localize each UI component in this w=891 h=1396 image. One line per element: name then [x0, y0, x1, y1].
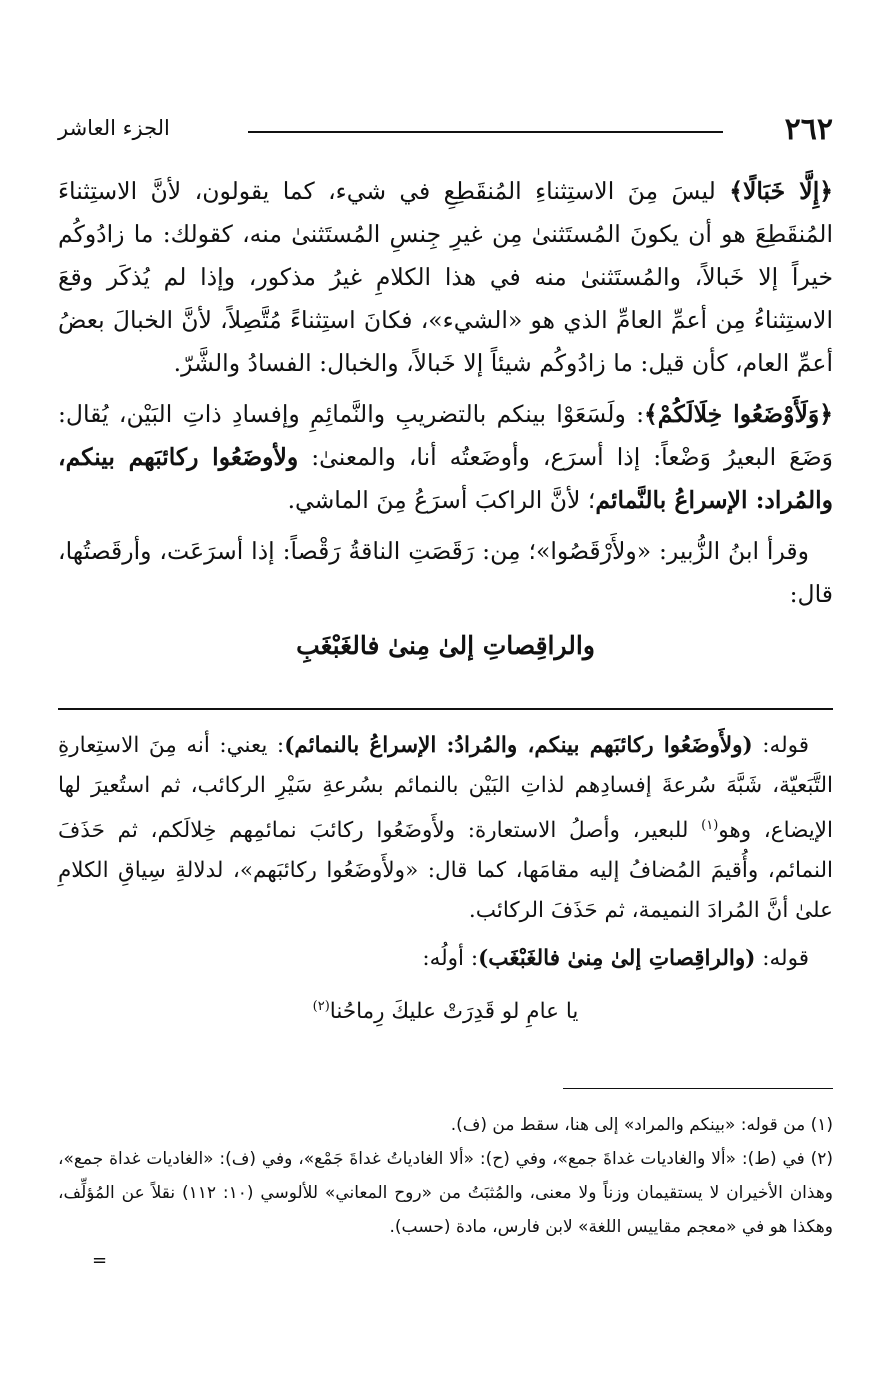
paragraph-verse-awdaoo	[58, 393, 833, 522]
footnote-2: (٢) في (ط): «ألا والغاديات غداةَ جمع»، وفي (ح): «ألا الغادياتُ غداةَ جَمْع»، وفي (ف): «الغاديات غداة جمع»، وهذان الأخيران لا يستقيمان وزناً ولا معنى، والمُثبَتُ من «روح المعاني» للألوسي (١٠: ١١٢) نقلاً عن المُؤلِّف، وهكذا هو في «معجم مقاييس اللغة» لابن فارس، مادة (حسب).	[58, 1149, 833, 1237]
paragraph-text: ؛ لأنَّ الراكبَ أسرَعُ مِنَ الماشي.	[287, 486, 596, 514]
commentary-text: للبعير، وأصلُ الاستعارة: ولأَوضَعُوا ركائبَ نمائمِهم خِلالَكم، ثم حَذَفَ النمائم، وأُقيمَ المُضافُ إليه مقامَها، كما قال: «ولأَوضَعُوا ركائبَهم»، لدلالةِ سِياقِ الكلامِ علىٰ أنَّ المُرادَ النميمة، ثم حَذَفَ الركائب.	[58, 818, 833, 924]
commentary-quote: (ولأَوضَعُوا ركائبَهم بينكم، والمُرادُ: الإسراعُ بالنمائم)	[284, 733, 753, 758]
commentary-prefix: قوله:	[755, 946, 809, 972]
page-number: ٢٦٢	[784, 112, 833, 147]
paragraph-ibn-zubair: وقرأ ابنُ الزُّبير: «ولأَرْقَصُوا»؛ مِن: رَقَصَتِ الناقةُ رَقْصاً: إذا أسرَعَت، وأرقَصتُها، قال:	[58, 537, 833, 608]
continuation-mark: =	[92, 1250, 108, 1271]
main-text	[58, 170, 833, 666]
commentary-paragraph-2	[58, 939, 833, 979]
commentary-text: : أولُه:	[422, 946, 479, 972]
commentary	[58, 726, 833, 1032]
footnote-ref[interactable]: (٢)	[312, 999, 330, 1015]
page-header	[58, 112, 833, 156]
paragraph-verse-khabala	[58, 170, 833, 385]
footnote-1: (١) من قوله: «بينكم والمراد» إلى هنا، سقط من (ف).	[450, 1115, 833, 1135]
section-divider	[58, 708, 833, 710]
bold-phrase: ولأوضَعُوا ركائبَهم بينكم، والمُراد: الإسراعُ بالنَّمائم	[58, 443, 833, 514]
commentary-verse	[58, 987, 833, 1032]
commentary-text: : يعني: أنه مِنَ الاستِعارةِ التَّبَعيّة، شَبَّهَ سُرعةَ إفسادِهم لذاتِ البَيْن بالنمائم بسُرعةِ سَيْرِ الركائب، ثم استُعيرَ لها الإيضاع، وهو	[58, 733, 833, 844]
quran-verse: ﴿إِلَّا خَبَالًا﴾	[729, 177, 833, 205]
footnote-rule	[563, 1088, 833, 1089]
footnotes	[58, 1108, 833, 1244]
commentary-quote: (والراقِصاتِ إلىٰ مِنىٰ فالغَبْغَب)	[478, 946, 756, 972]
paragraph-text: : ولَسَعَوْا بينكم بالتضريبِ والنَّمائِمِ وإفسادِ ذاتِ البَيْن، يُقال: وَضَعَ البعيرُ وَضْعاً: إذا أسرَع، وأوضَعتُه أنا، والمعنىٰ:	[58, 400, 833, 471]
volume-title: الجزء العاشر	[58, 116, 170, 140]
verse-text: يا عامِ لو قَدِرَتْ عليكَ رِماحُنا	[329, 999, 579, 1025]
footnote-ref[interactable]: (١)	[701, 818, 719, 833]
paragraph-text: ليسَ مِنَ الاستِثناءِ المُنقَطِعِ في شيء، كما يقولون، لأنَّ الاستِثناءَ المُنقَطِعَ هو أن يكونَ المُستَثنىٰ مِن غيرِ جِنسِ المُستَثنىٰ منه، كقولك: ما زادُوكُم خيراً إلا خَبالاً، والمُستَثنىٰ منه في هذا الكلامِ غيرُ مذكور، وإذا لم يُذكَر وقعَ الاستِثناءُ مِن أعمِّ العامِّ الذي هو «الشيء»، فكانَ استِثناءً مُتَّصِلاً، لأنَّ الخبالَ بعضُ أعمِّ العام، كأن قيل: ما زادُوكُم شيئاً إلا خَبالاً، والخبال: الفسادُ والشَّرّ.	[58, 177, 833, 377]
commentary-prefix: قوله:	[752, 733, 810, 758]
commentary-paragraph-1	[58, 726, 833, 931]
header-rule	[248, 131, 723, 133]
quran-verse: ﴿وَلَأَوْضَعُوا خِلَالَكُمْ﴾	[644, 400, 833, 428]
poetry-verse: والراقِصاتِ إلىٰ مِنىٰ فالغَبْغَبِ	[296, 631, 595, 660]
